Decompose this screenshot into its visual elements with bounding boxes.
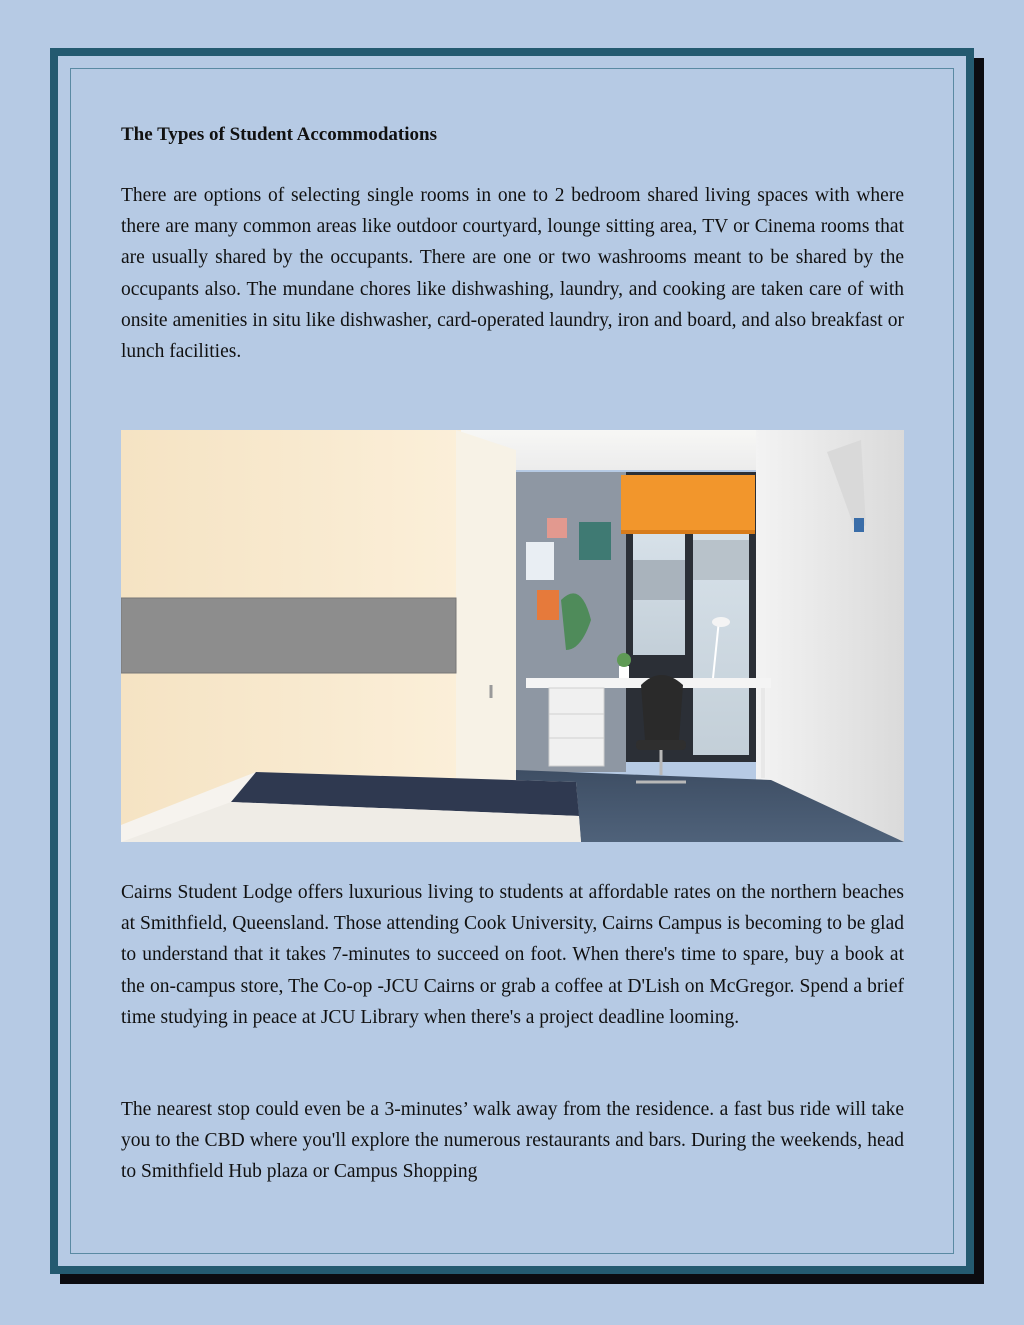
plant-pot [619, 666, 629, 678]
desk-drawers [549, 688, 604, 766]
document-title: The Types of Student Accommodations [121, 124, 437, 145]
poster [526, 542, 554, 580]
poster [547, 518, 567, 538]
poster [537, 590, 559, 620]
building-view [633, 560, 685, 600]
desk-lamp-head [712, 617, 730, 627]
blind-edge [621, 530, 755, 534]
paragraph-accommodation-types: There are options of selecting single rooms in one to 2 bedroom shared living spaces with where there are many common areas like outdoor courtyard, lounge sitting area, TV or Cinema rooms that are usually shared by the occupants. There are one or two washrooms meant to be shared by the occupants also. The mundane chores like dishwashing, laundry, and cooking are taken care of with onsite amenities in situ like dishwasher, card-operated laundry, iron and board, and also breakfast or lunch facilities. [121, 185, 904, 363]
poster [579, 522, 611, 560]
paragraph-nearest-stop: The nearest stop could even be a 3-minutes’ walk away from the residence. a fast bus ride will take you to the CBD where you'll explore the numerous restaurants and bars. During the weekends, head to Smithfield Hub plaza or Campus Shopping [121, 1099, 904, 1183]
plant [617, 653, 631, 667]
paragraph-cairns-lodge: Cairns Student Lodge offers luxurious living to students at affordable rates on the northern beaches at Smithfield, Queensland. Those attending Cook University, Cairns Campus is becoming to be glad to understand that it takes 7-minutes to succeed on foot. When there's time to spare, buy a book at the on-campus store, The Co-op -JCU Cairns or grab a coffee at D'Lish on McGregor. Spend a brief time studying in peace at JCU Library when there's a project deadline looming. [121, 882, 904, 1028]
office-chair-back [641, 675, 683, 744]
office-chair-seat [636, 740, 686, 750]
desk-leg [761, 688, 765, 778]
wall-lamp-base [854, 518, 864, 532]
building-view [693, 540, 749, 580]
student-room-photo [121, 430, 904, 842]
orange-blind [621, 475, 755, 533]
felt-headboard-strip [121, 598, 456, 673]
right-wall [756, 430, 904, 842]
